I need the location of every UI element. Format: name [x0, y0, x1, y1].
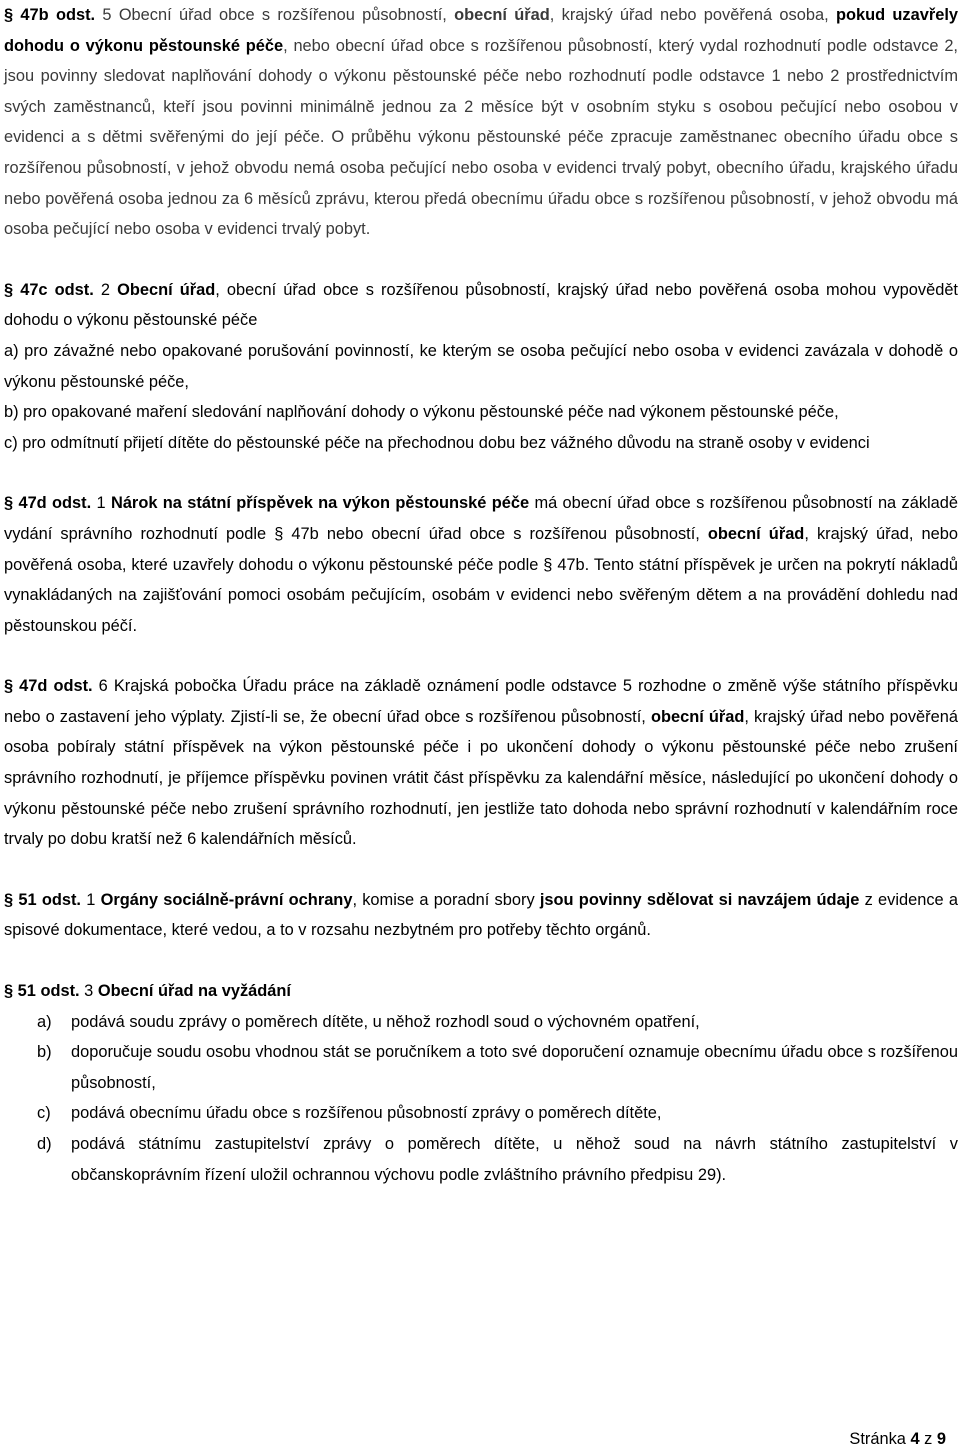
- section-47c: [4, 275, 958, 336]
- section-47d-6: [4, 671, 958, 855]
- section-text: , komise a poradní sbory: [352, 890, 540, 909]
- section-47b: [4, 0, 958, 245]
- section-text: má obecní úřad obce s rozšířenou působností na základě vydání správního rozhodnutí podle § 47b nebo obecní úřad obce s rozšířenou působností,: [4, 494, 959, 543]
- bold-text: pokud uzavřely dohodu o výkonu pěstounské péče: [4, 6, 958, 55]
- section-text: z evidence a spisové dokumentace, které vedou, a to v rozsahu nezbytném pro potřeby těchto orgánů.: [4, 890, 958, 940]
- bold-text: Obecní úřad na vyžádání: [97, 982, 291, 1001]
- list-item: [4, 1098, 958, 1129]
- page-footer: [849, 1430, 946, 1449]
- section-text: , nebo obecní úřad obce s rozšířenou působností, který vydal rozhodnutí podle odstavce 2, jsou povinny sledovat naplňování dohody o výkonu pěstounské péče nebo rozhodnutí podle odstavce 1 nebo 2 prostřednictvím svých zaměstnanců, kteří jsou povinni minimálně jednou za 2 měsíce být v osobním styku s osobou pečující nebo osobou v evidenci a s dětmi svěřenými do její péče. O průběhu výkonu pěstounské péče zpracuje zaměstnanec obecního úřadu obce s rozšířenou působností, v jehož obvodu nemá osoba pečující nebo osoba v evidenci trvalý pobyt, obecního úřadu, krajského úřadu nebo pověřená osoba jednou za 6 měsíců zprávu, kterou předá obecnímu úřadu obce s rozšířenou působností, v jehož obvodu má osoba pečující nebo osoba v evidenci trvalý pobyt.: [4, 36, 958, 239]
- list-marker: d): [37, 1135, 52, 1153]
- list-item-text: podává státnímu zastupitelství zprávy o poměrech dítěte, u něhož soud na návrh státního zastupitelství v občanskoprávním řízení uložil ochrannou výchovu podle zvláštního právního předpisu 29).: [71, 1135, 958, 1184]
- footer-label: Stránka: [849, 1430, 911, 1448]
- section-ref: § 47c odst.: [4, 280, 94, 299]
- footer-separator: z: [919, 1430, 937, 1448]
- list-item: [4, 1007, 958, 1038]
- list-marker: c): [37, 1104, 51, 1123]
- list-item: [4, 1037, 958, 1098]
- list-item-c: c) pro odmítnutí přijetí dítěte do pěstounské péče na přechodnou dobu bez vážného důvodu na straně osoby v evidenci: [4, 433, 870, 452]
- section-text: , krajský úřad nebo pověřená osoba pobíraly státní příspěvek na výkon pěstounské péče i po ukončení dohody o výkonu pěstounské péče nebo zrušení správního rozhodnutí, je příjemce příspěvku povinen vrátit část příspěvku za kalendářní měsíce, následující po ukončení dohody o výkonu pěstounské péče nebo zrušení správního rozhodnutí, jen jestliže tato dohoda nebo správní rozhodnutí v kalendářním roce trvaly po dobu kratší než 6 kalendářních měsíců.: [4, 707, 958, 849]
- section-51-1: [4, 885, 958, 946]
- list-item: [4, 1129, 958, 1190]
- paragraph-number: 3: [79, 982, 98, 1001]
- list-marker: b): [37, 1043, 52, 1062]
- list-item-text: podává obecnímu úřadu obce s rozšířenou působností zprávy o poměrech dítěte,: [71, 1104, 662, 1123]
- bold-text: Orgány sociálně-právní ochrany: [100, 890, 353, 909]
- section-text: , obecní úřad obce s rozšířenou působností, krajský úřad nebo pověřená osoba mohou vypovědět dohodu o výkonu pěstounské péče: [4, 280, 958, 330]
- page-total: 9: [936, 1430, 946, 1448]
- list-item-text: podává soudu zprávy o poměrech dítěte, u něhož rozhodl soud o výchovném opatření,: [71, 1012, 700, 1031]
- list-marker: a): [37, 1012, 52, 1031]
- section-ref: § 47d odst.: [4, 677, 93, 696]
- list-item-b: b) pro opakované maření sledování naplňování dohody o výkonu pěstounské péče nad výkonem pěstounské péče,: [4, 403, 839, 422]
- paragraph-number: 5: [95, 6, 119, 24]
- paragraph-number: 6: [92, 677, 114, 696]
- section-51-3: [4, 976, 958, 1007]
- section-ref: § 51 odst.: [4, 890, 81, 909]
- section-text: Obecní úřad obce s rozšířenou působností,: [118, 6, 455, 24]
- section-ref: § 47d odst.: [4, 494, 92, 513]
- list-item-a: a) pro závažné nebo opakované porušování povinností, ke kterým se osoba pečující nebo osoba v evidenci zavázala v dohodě o výkonu pěstounské péče,: [4, 341, 958, 391]
- bold-text: obecní úřad: [454, 6, 550, 24]
- section-ref: § 47b odst.: [4, 6, 96, 24]
- section-text: , krajský úřad, nebo pověřená osoba, které uzavřely dohodu o výkonu pěstounské péče podle § 47b. Tento státní příspěvek je určen na pokrytí nákladů vynakládaných na zajišťování pomoci osobám pečujícím, osobám v evidenci nebo svěřeným dětem a na provádění dohledu nad pěstounskou péčí.: [4, 524, 958, 635]
- document-page: [4, 0, 958, 1190]
- paragraph-number: 2: [93, 280, 118, 299]
- list-item-text: doporučuje soudu osobu vhodnou stát se poručníkem a toto své doporučení oznamuje obecnímu úřadu obce s rozšířenou působností,: [71, 1043, 958, 1092]
- duties-list: [4, 1007, 958, 1191]
- bold-text: obecní úřad: [650, 707, 745, 726]
- section-47d-1: [4, 488, 958, 641]
- page-number: 4: [910, 1430, 920, 1448]
- bold-text: Nárok na státní příspěvek na výkon pěstounské péče: [110, 494, 530, 513]
- bold-text: Obecní úřad: [117, 280, 216, 299]
- section-text: , krajský úřad nebo pověřená osoba,: [549, 6, 836, 24]
- paragraph-number: 1: [91, 494, 111, 513]
- paragraph-number: 1: [80, 890, 101, 909]
- bold-text: obecní úřad: [707, 524, 805, 543]
- section-text: Krajská pobočka Úřadu práce na základě oznámení podle odstavce 5 rozhodne o změně výše státního příspěvku nebo o zastavení jeho výplaty. Zjistí-li se, že obecní úřad obce s rozšířenou působností,: [4, 677, 958, 726]
- section-ref: § 51 odst.: [4, 982, 80, 1001]
- bold-text: jsou povinny sdělovat si navzájem údaje: [539, 890, 860, 909]
